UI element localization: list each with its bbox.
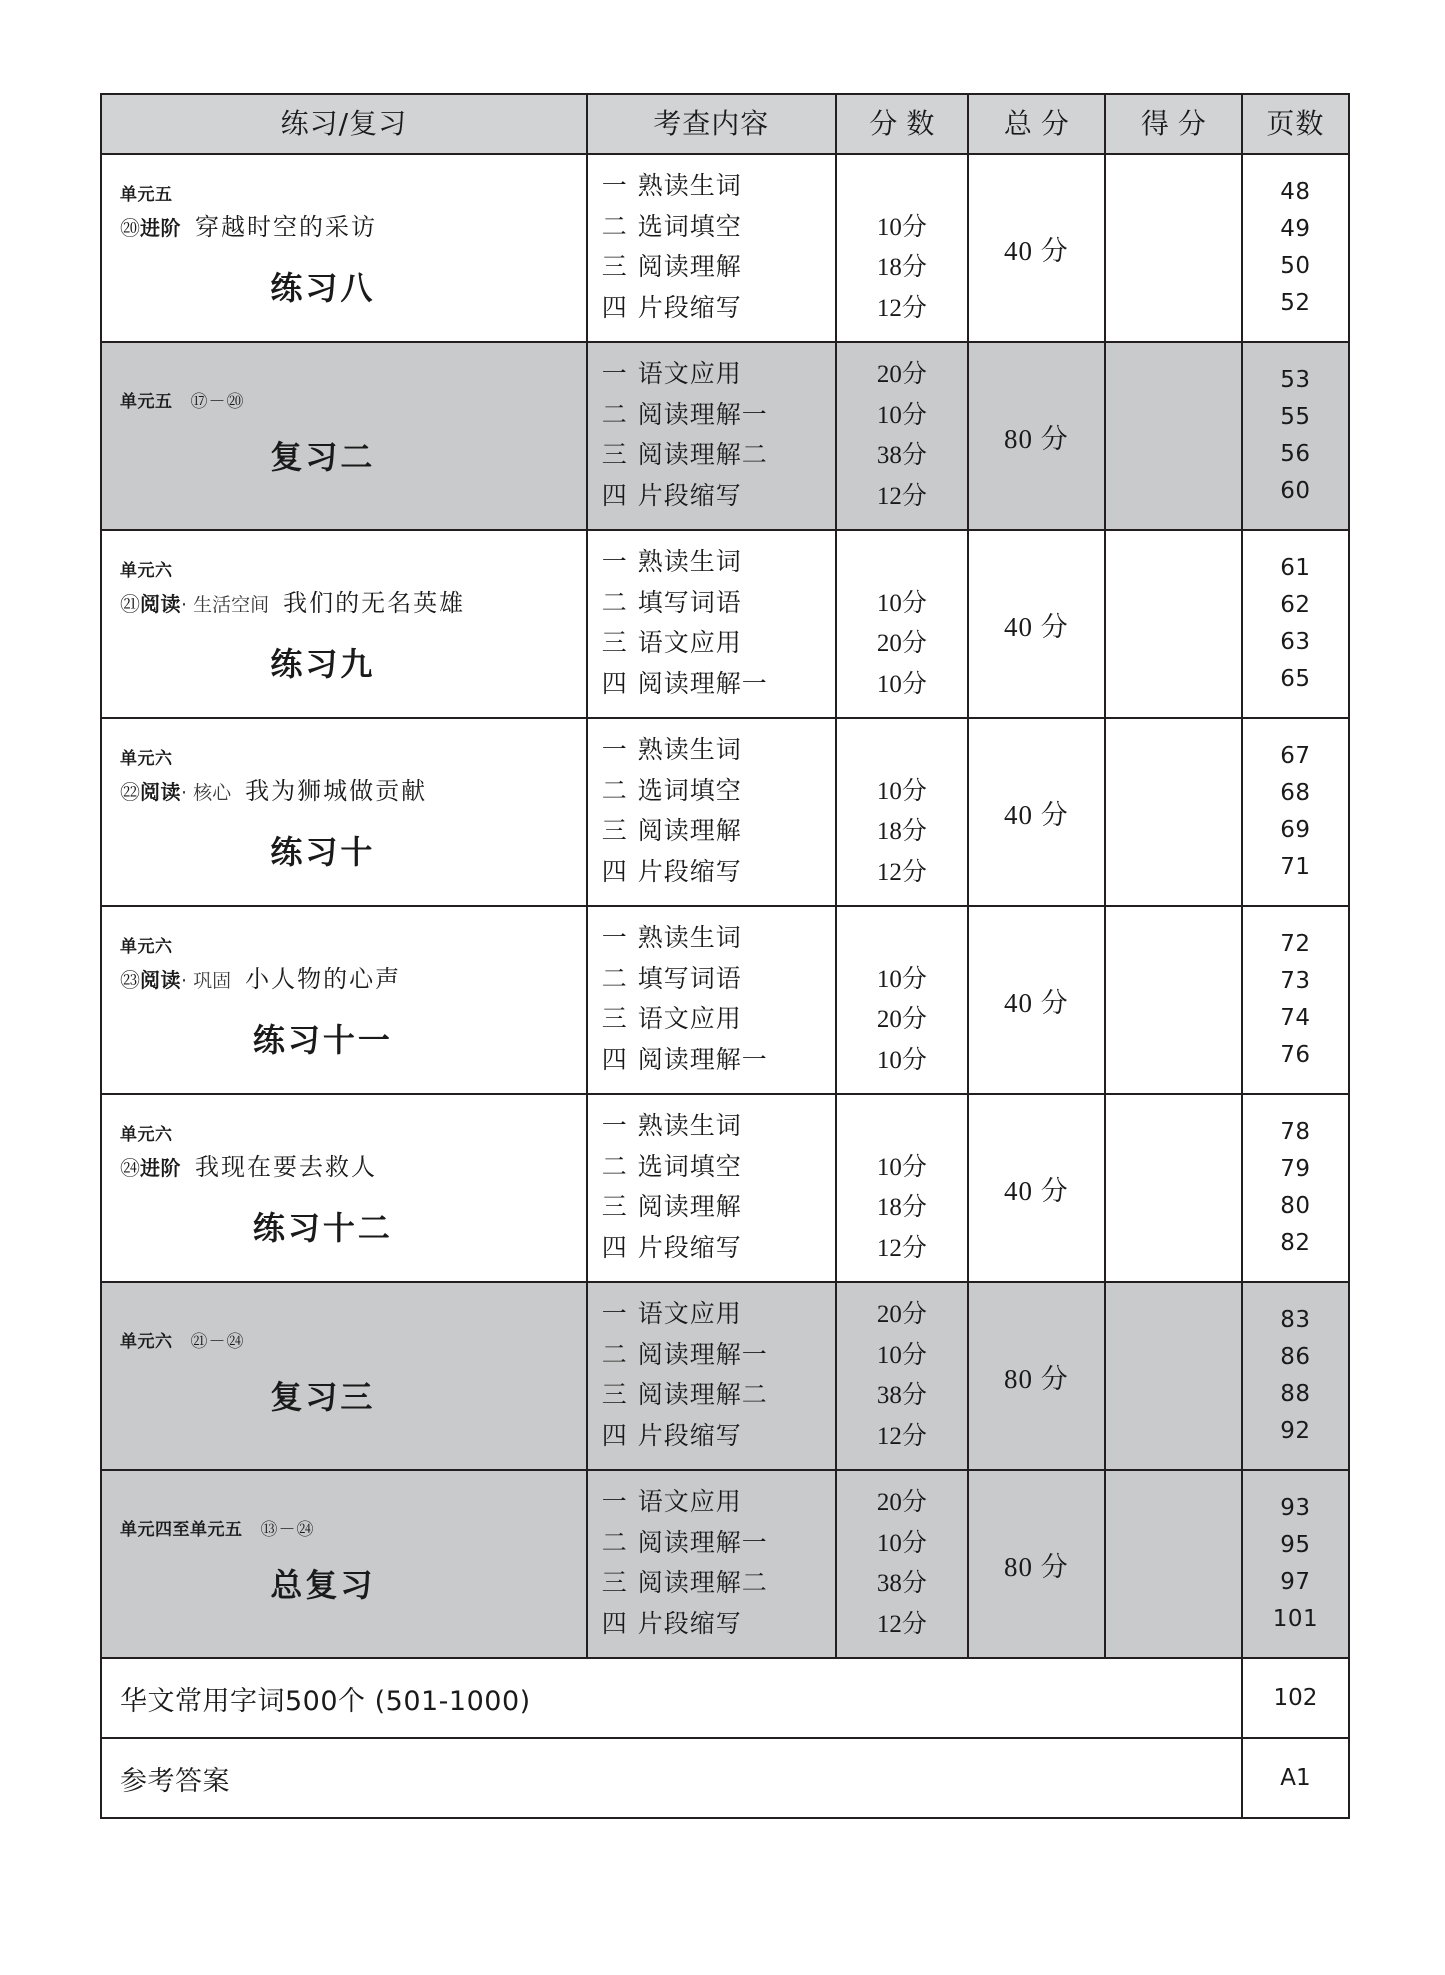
page-number: 48 [1280,178,1311,205]
pages-cell [1242,342,1349,530]
lesson-title: 我为狮城做贡献 [245,779,428,806]
pages-cell [1242,530,1349,718]
score-cell[interactable] [1105,530,1242,718]
mark-value: 38分 [876,442,927,469]
lesson-subtag: · 巩固 [181,970,232,993]
table-row [101,906,1349,1094]
page-number: 71 [1280,854,1311,881]
lesson-number: ⑳ [120,216,140,241]
practice-name: 总复习 [270,1565,376,1604]
mark-value: 12分 [876,1422,927,1450]
table-of-contents-table [100,93,1350,1819]
content-text: 片段缩写 [637,1422,742,1450]
total-cell [968,1282,1105,1470]
content-item [602,289,835,330]
content-text: 语文应用 [637,1301,742,1328]
lesson-title: 我现在要去救人 [195,1155,377,1182]
content-item [602,1041,835,1082]
content-index: 一 [601,1301,628,1328]
lesson-title: 我们的无名英雄 [283,591,466,618]
pages-cell [1242,718,1349,906]
page-number: 74 [1280,1005,1311,1031]
page-number: 88 [1280,1381,1311,1407]
mark-value: 20分 [876,630,927,657]
content-text: 语文应用 [637,1489,742,1516]
content-index: 二 [601,965,628,993]
page-number: 95 [1280,1531,1311,1558]
score-cell[interactable] [1105,342,1242,530]
page-number: 63 [1280,629,1311,655]
header-lesson: 练习/复习 [101,94,587,154]
content-index: 四 [601,1234,628,1262]
content-item [602,853,835,894]
content-index: 一 [601,925,628,952]
page-number: 80 [1280,1193,1311,1219]
footer-row [101,1658,1349,1738]
total-value: 40 分 [1003,987,1069,1018]
content-item [602,584,835,625]
content-text: 阅读理解 [637,254,742,281]
content-item [602,396,835,437]
content-item [602,624,835,665]
lesson-tag: 进阶 [140,1156,181,1181]
lesson-number: ㉓ [120,968,140,993]
header-score: 得分 [1105,94,1242,154]
content-index: 三 [601,1006,628,1033]
content-cell [587,1282,836,1470]
footer-page-number: 102 [1242,1658,1349,1738]
total-cell [968,718,1105,906]
content-item [602,355,835,396]
mark-value: 12分 [876,482,927,510]
mark-value: 20分 [876,1301,927,1328]
unit-label: 单元四至单元五 ⑬－㉔ [120,1520,315,1541]
mark-value: 12分 [876,1610,927,1638]
page-number: 86 [1280,1343,1311,1370]
mark-value: 10分 [876,777,927,805]
lesson-tag: 进阶 [140,216,181,241]
mark-value: 10分 [876,670,927,698]
pages-cell [1242,154,1349,342]
content-index: 三 [601,1570,628,1597]
marks-cell [836,530,968,718]
table-row [101,154,1349,342]
page-number: 68 [1280,779,1311,806]
marks-cell [836,1470,968,1658]
mark-value: 10分 [876,1341,927,1369]
mark-value: 20分 [876,1006,927,1033]
lesson-subtag: · 生活空间 [181,594,270,617]
content-text: 阅读理解二 [637,1570,768,1597]
lesson-title-line [120,774,586,811]
page-number: 93 [1280,1494,1311,1521]
table-row [101,530,1349,718]
mark-value: 38分 [876,1382,927,1409]
table-row [101,1282,1349,1470]
mark-value: 12分 [876,294,927,322]
mark-value: 10分 [876,1046,927,1074]
content-index: 四 [601,1610,628,1638]
content-index: 二 [601,401,628,429]
content-index: 三 [601,254,628,281]
mark-value: 20分 [876,1489,927,1516]
marks-cell [836,718,968,906]
total-cell [968,1094,1105,1282]
content-cell [587,530,836,718]
content-cell [587,342,836,530]
practice-name: 练习九 [270,645,376,684]
total-value: 40 分 [1003,611,1069,642]
practice-name: 练习十二 [252,1209,393,1248]
content-item [602,477,835,518]
page-number: 78 [1280,1118,1311,1145]
total-cell [968,342,1105,530]
lesson-cell [101,154,587,342]
content-text: 片段缩写 [637,294,742,322]
content-item [602,436,835,477]
lesson-title-line [120,210,586,247]
mark-value: 10分 [876,213,927,241]
page-number: 53 [1280,366,1311,393]
total-value: 40 分 [1003,1175,1069,1206]
total-value: 80 分 [1003,1363,1069,1394]
content-text: 片段缩写 [637,1610,742,1638]
content-text: 熟读生词 [637,173,742,200]
total-value: 40 分 [1003,235,1069,266]
lesson-subtag: · 核心 [181,782,232,805]
content-item [602,1605,835,1646]
practice-name: 练习八 [270,269,376,308]
marks-cell [836,1094,968,1282]
content-text: 语文应用 [637,361,742,388]
pages-cell [1242,1094,1349,1282]
total-value: 80 分 [1003,1551,1069,1582]
content-item [602,772,835,813]
footer-row [101,1738,1349,1818]
lesson-number: ㉒ [120,780,140,805]
content-item [602,1376,835,1417]
content-index: 一 [601,173,628,200]
content-item [602,731,835,772]
score-cell[interactable] [1105,718,1242,906]
lesson-cell [101,1470,587,1658]
content-item [602,1564,835,1605]
content-text: 片段缩写 [637,482,742,510]
content-item [602,665,835,706]
unit-label: 单元六 [120,560,173,581]
content-item [602,1483,835,1524]
page-number: 69 [1280,817,1311,843]
content-index: 二 [601,589,628,617]
score-cell[interactable] [1105,1094,1242,1282]
content-text: 阅读理解一 [637,1529,768,1557]
header-total: 总分 [968,94,1105,154]
content-text: 语文应用 [637,630,742,657]
content-text: 阅读理解一 [637,1046,768,1074]
page-number: 52 [1280,290,1311,317]
content-cell [587,1470,836,1658]
total-value: 80 分 [1003,423,1069,454]
content-item [602,543,835,584]
mark-value: 18分 [876,818,927,845]
marks-cell [836,1282,968,1470]
practice-name: 复习三 [270,1377,376,1416]
header-marks: 分数 [836,94,968,154]
content-index: 一 [601,737,628,764]
total-cell [968,530,1105,718]
pages-cell [1242,906,1349,1094]
content-text: 片段缩写 [637,1234,742,1262]
total-cell [968,154,1105,342]
total-cell [968,906,1105,1094]
content-index: 三 [601,1382,628,1409]
lesson-cell [101,906,587,1094]
footer-label: 参考答案 [101,1738,1242,1818]
content-index: 四 [601,1422,628,1450]
unit-label: 单元六 [120,936,173,957]
content-cell [587,154,836,342]
content-index: 二 [601,213,628,241]
practice-name: 练习十 [270,833,376,872]
content-item [602,208,835,249]
table-row [101,1094,1349,1282]
mark-value: 38分 [876,1570,927,1597]
content-item [602,1417,835,1458]
content-text: 熟读生词 [637,1113,742,1140]
page-number: 56 [1280,441,1311,467]
content-index: 四 [601,294,628,322]
content-index: 三 [601,630,628,657]
content-text: 熟读生词 [637,549,742,576]
header-pages: 页数 [1242,94,1349,154]
content-item [602,1188,835,1229]
mark-value: 10分 [876,965,927,993]
mark-value: 10分 [876,401,927,429]
score-cell[interactable] [1105,906,1242,1094]
mark-value: 18分 [876,1194,927,1221]
page-number: 50 [1280,253,1311,279]
content-item [602,1336,835,1377]
content-index: 二 [601,1153,628,1181]
content-cell [587,718,836,906]
content-index: 四 [601,670,628,698]
page-number: 49 [1280,215,1311,242]
content-index: 四 [601,858,628,886]
mark-value: 12分 [876,858,927,886]
content-index: 一 [601,549,628,576]
page-number: 67 [1280,742,1311,769]
unit-range: ⑰－⑳ [190,392,245,413]
lesson-cell [101,718,587,906]
content-text: 阅读理解二 [637,1382,768,1409]
content-item [602,1295,835,1336]
content-text: 填写词语 [637,965,742,993]
lesson-cell [101,1282,587,1470]
table-row [101,342,1349,530]
table-row [101,1470,1349,1658]
mark-value: 10分 [876,1153,927,1181]
content-index: 二 [601,777,628,805]
unit-label: 单元五 [120,184,173,205]
page-number: 61 [1280,554,1311,581]
page-number: 55 [1280,403,1311,430]
lesson-tag: 阅读 [140,968,181,993]
marks-cell [836,906,968,1094]
content-text: 选词填空 [637,1153,742,1181]
table-row [101,718,1349,906]
lesson-cell [101,1094,587,1282]
score-cell[interactable] [1105,1282,1242,1470]
page-number: 101 [1272,1606,1319,1633]
score-cell[interactable] [1105,1470,1242,1658]
unit-label: 单元五 ⑰－⑳ [120,392,245,413]
content-cell [587,1094,836,1282]
content-item [602,167,835,208]
table-header-row [101,94,1349,154]
content-text: 选词填空 [637,777,742,805]
unit-range: ㉑－㉔ [190,1332,245,1353]
page-number: 72 [1280,930,1311,957]
score-cell[interactable] [1105,154,1242,342]
page-number: 73 [1280,967,1311,994]
practice-name: 复习二 [270,437,376,476]
page-number: 60 [1280,478,1311,505]
page-number: 82 [1280,1230,1311,1257]
marks-cell [836,342,968,530]
content-index: 二 [601,1341,628,1369]
unit-range: ⑬－㉔ [260,1520,315,1541]
lesson-tag: 阅读 [140,780,181,805]
total-cell [968,1470,1105,1658]
content-text: 阅读理解一 [637,1341,768,1369]
lesson-title: 小人物的心声 [245,967,402,994]
content-cell [587,906,836,1094]
content-index: 三 [601,818,628,845]
content-index: 三 [601,1194,628,1221]
mark-value: 10分 [876,589,927,617]
content-text: 熟读生词 [637,925,742,952]
lesson-title-line [120,586,586,623]
lesson-number: ㉑ [120,592,140,617]
lesson-title-line [120,1150,586,1187]
mark-value: 20分 [876,361,927,388]
content-index: 一 [601,1113,628,1140]
content-item [602,248,835,289]
footer-page-number: A1 [1242,1738,1349,1818]
content-text: 阅读理解 [637,1194,742,1221]
page-number: 65 [1280,666,1311,693]
content-text: 熟读生词 [637,737,742,764]
content-text: 语文应用 [637,1006,742,1033]
content-item [602,1107,835,1148]
content-text: 选词填空 [637,213,742,241]
content-index: 四 [601,1046,628,1074]
header-content: 考查内容 [587,94,836,154]
lesson-title: 穿越时空的采访 [195,215,377,242]
page-number: 92 [1280,1418,1311,1445]
content-item [602,1524,835,1565]
lesson-number: ㉔ [120,1156,140,1181]
content-index: 二 [601,1529,628,1557]
marks-cell [836,154,968,342]
page-number: 97 [1280,1569,1311,1595]
table-body [101,94,1349,1818]
content-item [602,960,835,1001]
unit-label: 单元六 [120,1124,173,1145]
content-text: 片段缩写 [637,858,742,886]
content-item [602,1000,835,1041]
page-number: 76 [1280,1042,1311,1069]
page-number: 79 [1280,1155,1311,1182]
content-text: 填写词语 [637,589,742,617]
content-index: 三 [601,442,628,469]
lesson-tag: 阅读 [140,592,181,617]
page-number: 83 [1280,1306,1311,1333]
total-value: 40 分 [1003,799,1069,830]
content-index: 四 [601,482,628,510]
content-text: 阅读理解 [637,818,742,845]
content-item [602,1148,835,1189]
lesson-cell [101,530,587,718]
footer-label: 华文常用字词500个 (501-1000) [101,1658,1242,1738]
content-item [602,812,835,853]
mark-value: 12分 [876,1234,927,1262]
mark-value: 18分 [876,254,927,281]
content-item [602,919,835,960]
unit-label: 单元六 [120,748,173,769]
content-text: 阅读理解一 [637,670,768,698]
page-number: 62 [1280,591,1311,618]
mark-value: 10分 [876,1529,927,1557]
content-index: 一 [601,1489,628,1516]
content-item [602,1229,835,1270]
content-text: 阅读理解一 [637,401,768,429]
unit-label: 单元六 ㉑－㉔ [120,1332,245,1353]
pages-cell [1242,1282,1349,1470]
pages-cell [1242,1470,1349,1658]
lesson-cell [101,342,587,530]
content-text: 阅读理解二 [637,442,768,469]
practice-name: 练习十一 [252,1021,393,1060]
content-index: 一 [601,361,628,388]
lesson-title-line [120,962,586,999]
